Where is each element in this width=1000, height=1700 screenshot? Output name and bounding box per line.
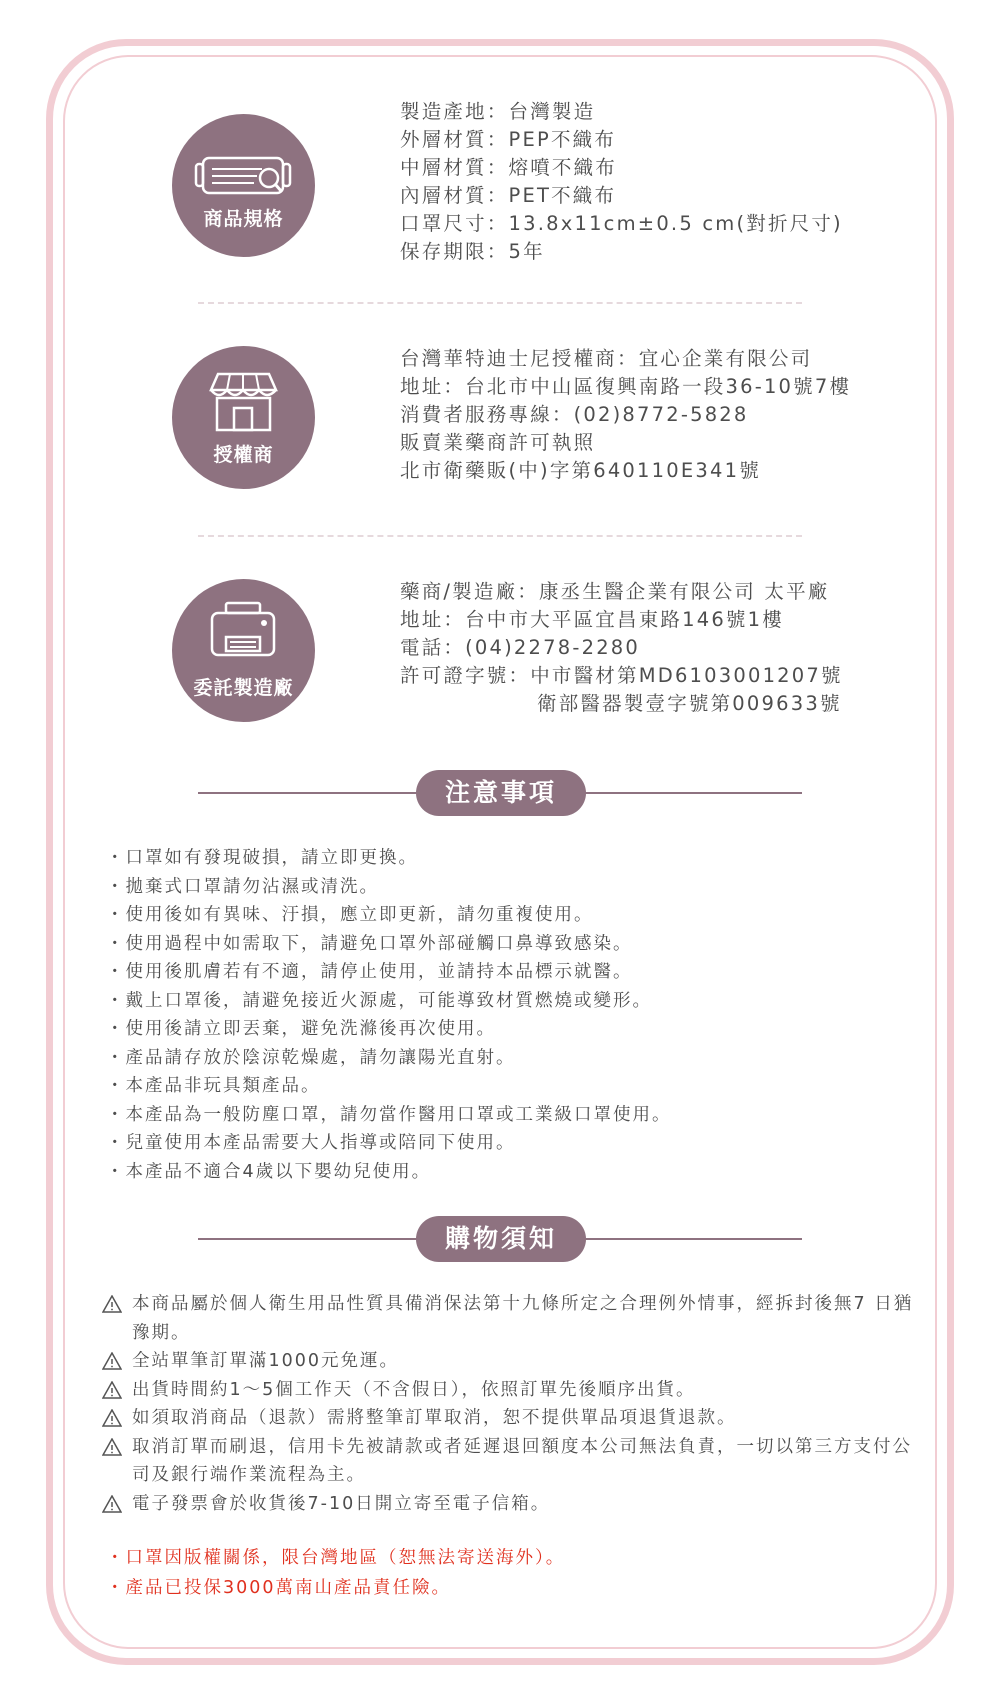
list-item: ・口罩如有發現破損，請立即更換。 xyxy=(106,848,418,868)
list-item: ・戴上口罩後，請避免接近火源處，可能導致材質燃燒或變形。 xyxy=(106,990,652,1011)
list-item: ・本產品為一般防塵口罩，請勿當作醫用口罩或工業級口罩使用。 xyxy=(106,1104,672,1125)
list-item: ・使用過程中如需取下，請避免口罩外部碰觸口鼻導致感染。 xyxy=(106,933,633,954)
list-item: ・使用後如有異味、汙損，應立即更新，請勿重複使用。 xyxy=(106,905,594,925)
list-item xyxy=(102,1376,922,1405)
spec-line: 外層材質：PEP不織布 xyxy=(400,128,617,151)
alert-item: ・產品已投保3000萬南山產品責任險。 xyxy=(106,1578,452,1598)
spec-label: 商品規格 xyxy=(203,208,284,230)
notes-title: 注意事項 xyxy=(416,770,586,816)
manufacturer-line: 地址：台中市大平區宜昌東路146號1樓 xyxy=(400,608,784,631)
licensor-details xyxy=(400,345,851,485)
list-item: ・產品請存放於陰涼乾燥處，請勿讓陽光直射。 xyxy=(106,1047,516,1068)
warning-icon xyxy=(102,1295,122,1313)
warning-icon xyxy=(102,1409,122,1427)
manufacturer-line: 電話：(04)2278-2280 xyxy=(400,636,641,659)
section-divider xyxy=(198,302,802,304)
alert-item: ・口罩因版權關係，限台灣地區（恕無法寄送海外）。 xyxy=(106,1548,566,1568)
warning-icon xyxy=(102,1438,122,1456)
list-item xyxy=(102,1290,922,1347)
spec-details xyxy=(400,98,843,266)
licensor-line: 販賣業藥商許可執照 xyxy=(400,431,596,454)
list-item-text: 電子發票會於收貨後7-10日開立寄至電子信箱。 xyxy=(132,1493,551,1514)
list-item-text: 全站單筆訂單滿1000元免運。 xyxy=(132,1351,400,1371)
section-divider xyxy=(198,535,802,537)
list-item xyxy=(102,1404,922,1433)
licensor-line: 台灣華特迪士尼授權商：宜心企業有限公司 xyxy=(400,347,813,370)
list-item-text: 出貨時間約1～5個工作天（不含假日），依照訂單先後順序出貨。 xyxy=(132,1379,696,1400)
list-item: ・使用後請立即丟棄，避免洗滌後再次使用。 xyxy=(106,1019,496,1039)
warning-icon xyxy=(102,1495,122,1513)
list-item xyxy=(102,1433,922,1490)
list-item xyxy=(102,1347,922,1376)
machine-icon xyxy=(172,579,315,679)
manufacturer-line: 許可證字號：中市醫材第MD6103001207號 xyxy=(400,664,843,687)
licensor-line: 北市衛藥販(中)字第640110E341號 xyxy=(400,459,761,482)
shopping-list xyxy=(102,1290,922,1518)
list-item-text: 如須取消商品（退款）需將整筆訂單取消，恕不提供單品項退貨退款。 xyxy=(132,1408,737,1428)
spec-line: 口罩尺寸：13.8x11cm±0.5 cm(對折尺寸) xyxy=(400,212,843,235)
shopping-title: 購物須知 xyxy=(416,1216,586,1262)
list-item-text: 本商品屬於個人衛生用品性質具備消保法第十九條所定之合理例外情事，經拆封後無7 日猶豫期。 xyxy=(132,1294,914,1343)
spec-line: 內層材質：PET不織布 xyxy=(400,184,617,207)
manufacturer-line: 衛部醫器製壹字號第009633號 xyxy=(537,692,842,715)
licensor-badge xyxy=(172,346,315,489)
mask-magnifier-icon xyxy=(172,114,315,214)
list-item: ・本產品不適合4歲以下嬰幼兒使用。 xyxy=(106,1161,432,1182)
licensor-line: 消費者服務專線：(02)8772-5828 xyxy=(400,403,749,426)
manufacturer-details xyxy=(400,578,843,718)
alert-list xyxy=(106,1543,565,1603)
list-item-text: 取消訂單而刷退，信用卡先被請款或者延遲退回額度本公司無法負責，一切以第三方支付公司及銀行端作業流程為主。 xyxy=(132,1436,912,1485)
warning-icon xyxy=(102,1381,122,1399)
list-item: ・拋棄式口罩請勿沾濕或清洗。 xyxy=(106,876,379,897)
list-item: ・使用後肌膚若有不適，請停止使用，並請持本品標示就醫。 xyxy=(106,962,633,982)
spec-line: 保存期限：5年 xyxy=(400,240,545,263)
list-item: ・兒童使用本產品需要大人指導或陪同下使用。 xyxy=(106,1133,516,1153)
list-item xyxy=(102,1490,922,1519)
notes-list xyxy=(106,844,672,1186)
manufacturer-label: 委託製造廠 xyxy=(193,677,294,699)
spec-badge xyxy=(172,114,315,257)
licensor-line: 地址：台北市中山區復興南路一段36-10號7樓 xyxy=(400,375,852,398)
spec-line: 中層材質：熔噴不織布 xyxy=(400,156,618,179)
manufacturer-line: 藥商/製造廠：康丞生醫企業有限公司 太平廠 xyxy=(400,580,830,603)
licensor-label: 授權商 xyxy=(213,444,274,466)
list-item: ・本產品非玩具類產品。 xyxy=(106,1076,321,1096)
storefront-icon xyxy=(172,346,315,446)
spec-line: 製造產地：台灣製造 xyxy=(400,100,596,123)
warning-icon xyxy=(102,1352,122,1370)
manufacturer-badge xyxy=(172,579,315,722)
